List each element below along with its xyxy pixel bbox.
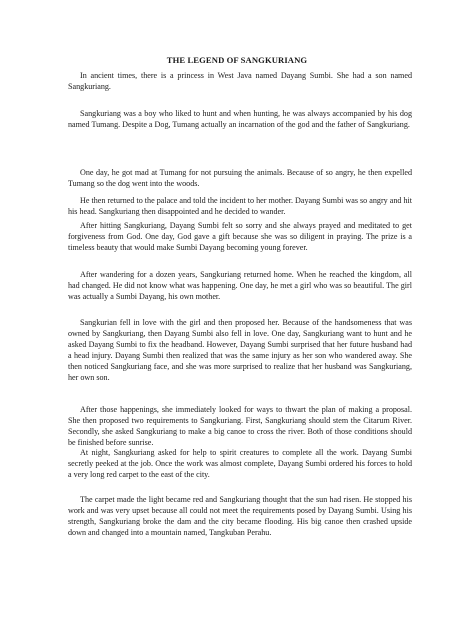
paragraph-7: Sangkurian fell in love with the girl and then proposed her. Because of the handsomeness that was owned by Sangkuriang, then Dayang Sumbi also fell in love. One day, Sangkuriang want to hunt and he asked Dayang Sumbi to fix the headband. However, Dayang Sumbi surprised that her future husband had a head injury. Dayang Sumbi then realized that was the same injury as her son who wandered away. She then noticed Sangkuriang face, and she was more surprised to realize that her husband was Sangkuriang, her own son. [68, 318, 412, 382]
paragraph-10: The carpet made the light became red and Sangkuriang thought that the sun had risen. He stopped his work and was very upset because all could not meet the requirements posed by Dayang Sumbi. Using his strength, Sangkuriang broke the dam and the city became flooding. His big canoe then crashed upside down and changed into a mountain named, Tangkuban Perahu. [68, 495, 412, 537]
paragraph-1: In ancient times, there is a princess in West Java named Dayang Sumbi. She had a son named Sangkuriang. [68, 71, 412, 91]
paragraph-3: One day, he got mad at Tumang for not pursuing the animals. Because of so angry, he then expelled Tumang so the dog went into the woods. [68, 168, 412, 188]
paragraph-8: After those happenings, she immediately looked for ways to thwart the plan of making a proposal. She then proposed two requirements to Sangkuriang. First, Sangkuriang should stem the Citarum River. Secondly, she asked Sangkuriang to make a big canoe to cross the river. Both of those conditions should be finished before sunrise. [68, 405, 412, 447]
paragraph-9: At night, Sangkuriang asked for help to spirit creatures to complete all the work. Dayang Sumbi secretly peeked at the job. Once the work was almost complete, Dayang Sumbi ordered his forces to hold a very long red carpet to the east of the city. [68, 448, 412, 479]
document-title: THE LEGEND OF SANGKURIANG [166, 55, 308, 65]
paragraph-4: He then returned to the palace and told the incident to her mother. Dayang Sumbi was so angry and hit his head. Sangkuriang then disappointed and he decided to wander. [68, 196, 412, 216]
paragraph-2: Sangkuriang was a boy who liked to hunt and when hunting, he was always accompanied by his dog named Tumang. Despite a Dog, Tumang actually an incarnation of the god and the father of Sangkuriang. [68, 109, 412, 129]
paragraph-5: After hitting Sangkuriang, Dayang Sumbi felt so sorry and she always prayed and meditated to get forgiveness from God. One day, God gave a gift because she was so diligent in praying. The prize is a timeless beauty that would make Sumbi Dayang becoming young forever. [68, 221, 412, 252]
paragraph-6: After wandering for a dozen years, Sangkuriang returned home. When he reached the kingdom, all had changed. He did not know what was happening. One day, he met a girl who was so beautiful. The girl was actually a Sumbi Dayang, his own mother. [68, 270, 412, 301]
